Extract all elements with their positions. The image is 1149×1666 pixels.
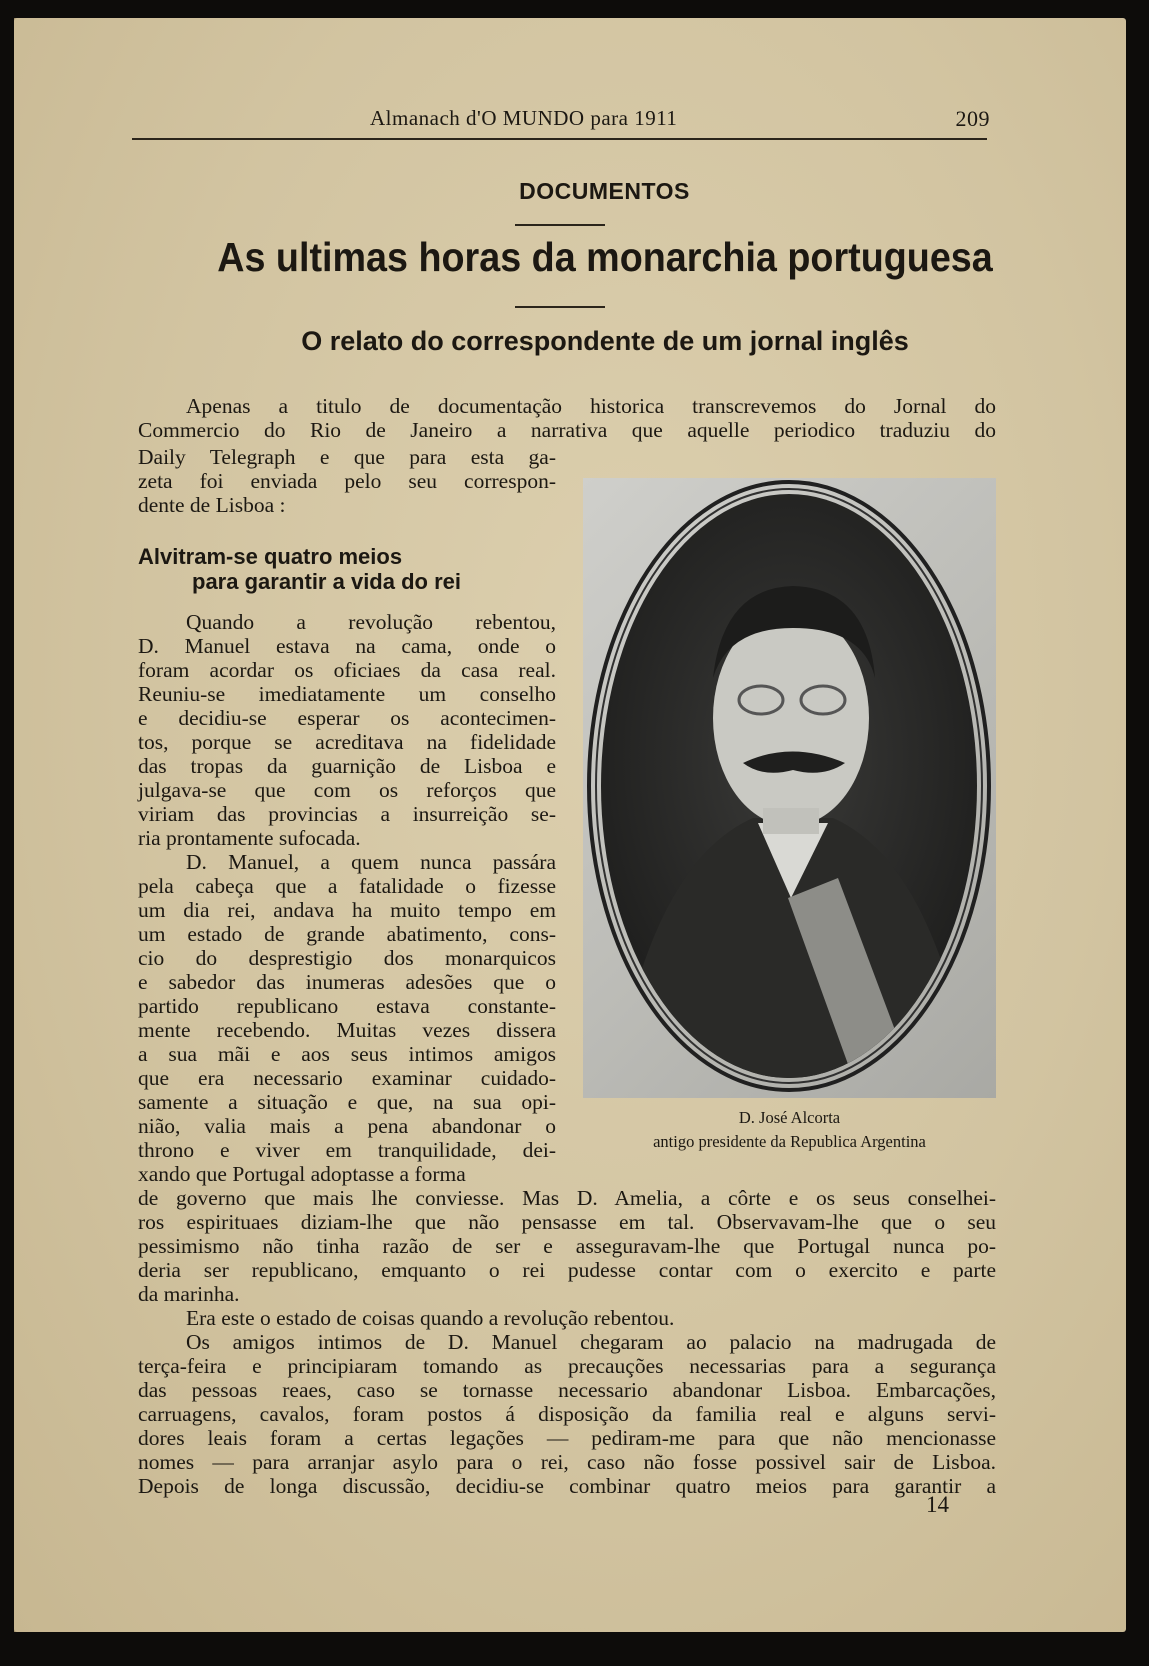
body-line: ria prontamente sufocada.	[138, 826, 361, 850]
portrait-photo	[583, 478, 996, 1098]
intro-line: Daily Telegraph e que para esta ga-	[138, 445, 556, 469]
body-line: pessimismo não tinha razão de ser e asseguravam-lhe que Portugal nunca po-	[138, 1234, 996, 1258]
page-number: 209	[955, 106, 990, 131]
body-line: e sabedor das inumeras adesões que o	[138, 970, 556, 994]
body-line: nião, valia mais a pena abandonar o	[138, 1114, 556, 1138]
article-subheadline: O relato do correspondente de um jornal inglês	[301, 326, 909, 356]
body-line: um dia rei, andava ha muito tempo em	[138, 898, 556, 922]
body-line: dores leais foram a certas legações — pediram-me para que não mencionasse	[138, 1426, 996, 1450]
body-line: Era este o estado de coisas quando a revolução rebentou.	[186, 1306, 675, 1330]
body-line: Os amigos intimos de D. Manuel chegaram ao palacio na madrugada de	[186, 1330, 996, 1354]
body-line: mente recebendo. Muitas vezes dissera	[138, 1018, 556, 1042]
body-line: das pessoas reaes, caso se tornasse necessario abandonar Lisboa. Embarcações,	[138, 1378, 996, 1402]
body-line: carruagens, cavalos, foram postos á disposição da familia real e alguns servi-	[138, 1402, 996, 1426]
intro-line: Commercio do Rio de Janeiro a narrativa que aquelle periodico traduziu do	[138, 418, 996, 442]
body-line: deria ser republicano, emquanto o rei pudesse contar com o exercito e parte	[138, 1258, 996, 1282]
body-line: Depois de longa discussão, decidiu-se combinar quatro meios para garantir a	[138, 1474, 996, 1498]
body-line: da marinha.	[138, 1282, 240, 1306]
photo-caption-role: antigo presidente da Republica Argentina	[653, 1132, 926, 1151]
body-line: D. Manuel, a quem nunca passára	[186, 850, 556, 874]
intro-line: Apenas a titulo de documentação historica transcrevemos do Jornal do	[186, 394, 996, 418]
body-line: foram acordar os oficiaes da casa real.	[138, 658, 556, 682]
body-line: das tropas da guarnição de Lisboa e	[138, 754, 556, 778]
body-line: a sua mãi e aos seus intimos amigos	[138, 1042, 556, 1066]
body-line: tos, porque se acreditava na fidelidade	[138, 730, 556, 754]
body-line: cio do desprestigio dos monarquicos	[138, 946, 556, 970]
body-line: partido republicano estava constante-	[138, 994, 556, 1018]
divider-rule	[515, 306, 605, 308]
section-label: DOCUMENTOS	[519, 178, 690, 204]
body-line: D. Manuel estava na cama, onde o	[138, 634, 556, 658]
body-line: que era necessario examinar cuidado-	[138, 1066, 556, 1090]
body-line: e decidiu-se esperar os acontecimen-	[138, 706, 556, 730]
body-line: terça-feira e principiaram tomando as precauções necessarias para a segurança	[138, 1354, 996, 1378]
running-header	[370, 106, 990, 136]
portrait-illustration	[583, 478, 996, 1098]
body-line: de governo que mais lhe conviesse. Mas D. Amelia, a côrte e os seus conselhei-	[138, 1186, 996, 1210]
body-line: pela cabeça que a fatalidade o fizesse	[138, 874, 556, 898]
intro-line: zeta foi enviada pelo seu correspon-	[138, 469, 556, 493]
body-line: um estado de grande abatimento, cons-	[138, 922, 556, 946]
running-title: Almanach d'O MUNDO para 1911	[370, 106, 678, 130]
body-line: ros espirituaes diziam-lhe que não pensasse em tal. Observavam-lhe que o seu	[138, 1210, 996, 1234]
body-line: Quando a revolução rebentou,	[186, 610, 556, 634]
photo-caption-name: D. José Alcorta	[738, 1108, 841, 1127]
subsection-heading: para garantir a vida do rei	[192, 569, 461, 594]
body-line: Reuniu-se imediatamente um conselho	[138, 682, 556, 706]
body-line: julgava-se que com os reforços que	[138, 778, 556, 802]
article-headline: As ultimas horas da monarchia portuguesa	[217, 234, 993, 280]
body-line: xando que Portugal adoptasse a forma	[138, 1162, 466, 1186]
subsection-heading: Alvitram-se quatro meios	[138, 544, 403, 569]
body-line: viriam das provincias a insurreição se-	[138, 802, 556, 826]
divider-rule	[515, 224, 605, 226]
intro-line: dente de Lisboa :	[138, 493, 286, 517]
body-line: samente a situação e que, na sua opi-	[138, 1090, 556, 1114]
printer-signature: 14	[926, 1492, 949, 1517]
body-line: nomes — para arranjar asylo para o rei, caso não fosse possivel sair de Lisboa.	[138, 1450, 996, 1474]
body-line: throno e viver em tranquilidade, dei-	[138, 1138, 556, 1162]
header-rule	[132, 138, 987, 140]
